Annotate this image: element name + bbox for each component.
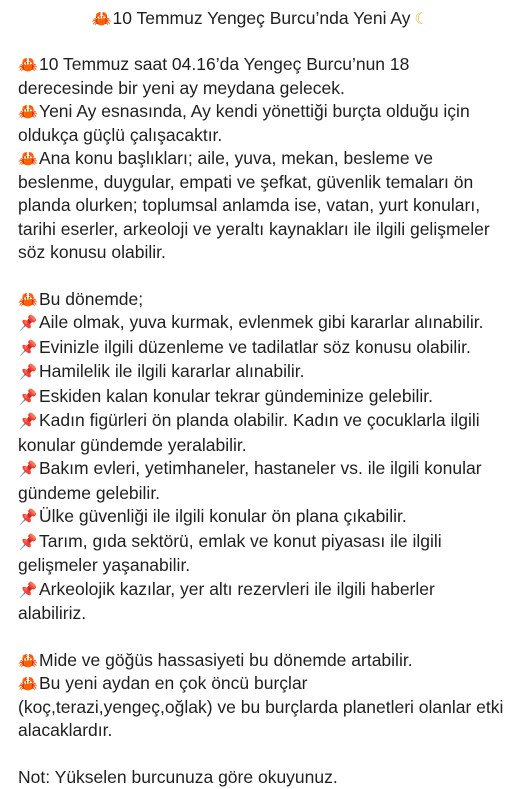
list-item	[18, 578, 506, 626]
pushpin-icon: 📌	[18, 337, 38, 361]
pushpin-icon: 📌	[18, 361, 38, 385]
list-item	[18, 409, 506, 457]
post-title	[18, 6, 506, 31]
intro-text: Ana konu başlıkları; aile, yuva, mekan, besleme ve beslenme, duygular, empati ve şefkat, güvenlik temaları ön planda olurken; toplumsal anlamda ise, vatan, yurt konuları, tarihi eserler, arkeoloji ve yeraltı kaynakları ile ilgili gelişmeler söz konusu olabilir.	[18, 148, 490, 262]
closing-text: Bu yeni aydan en çok öncü burçlar (koç,terazi,yengeç,oğlak) ve bu burçlarda planetleri olanlar etki alacaklardır.	[18, 673, 503, 740]
list-item-text: Ülke güvenliği ile ilgili konular ön plana çıkabilir.	[39, 506, 407, 526]
reading-note: Not: Yükselen burcunuza göre okuyunuz.	[18, 766, 506, 789]
list-item	[18, 336, 506, 361]
period-heading-text: Bu dönemde;	[39, 289, 143, 309]
crab-icon: 🦀	[18, 288, 38, 312]
list-item	[18, 530, 506, 578]
list-item	[18, 457, 506, 505]
list-item-text: Eskiden kalan konular tekrar gündeminize gelebilir.	[39, 386, 433, 406]
crab-icon: 🦀	[18, 53, 38, 77]
pushpin-icon: 📌	[18, 531, 38, 555]
list-item	[18, 505, 506, 530]
pushpin-icon: 📌	[18, 312, 38, 336]
post-title-text: 10 Temmuz Yengeç Burcu’nda Yeni Ay	[112, 8, 410, 28]
crab-icon: 🦀	[18, 147, 38, 171]
intro-paragraph	[18, 147, 506, 265]
intro-text: 10 Temmuz saat 04.16’da Yengeç Burcu’nun 18 derecesinde bir yeni ay meydana gelecek.	[18, 54, 409, 98]
list-item-text: Aile olmak, yuva kurmak, evlenmek gibi kararlar alınabilir.	[39, 312, 483, 332]
intro-paragraph	[18, 100, 506, 147]
crescent-moon-icon: ☾	[412, 7, 432, 31]
list-item	[18, 385, 506, 410]
pushpin-icon: 📌	[18, 506, 38, 530]
list-item-text: Bakım evleri, yetimhaneler, hastaneler vs. ile ilgili konular gündeme gelebilir.	[18, 458, 482, 503]
intro-text: Yeni Ay esnasında, Ay kendi yönettiği burçta olduğu için oldukça güçlü çalışacaktır.	[18, 101, 470, 145]
list-item	[18, 311, 506, 336]
pushpin-icon: 📌	[18, 386, 38, 410]
list-item-text: Evinizle ilgili düzenleme ve tadilatlar söz konusu olabilir.	[39, 337, 471, 357]
pushpin-icon: 📌	[18, 458, 38, 482]
list-item-text: Hamilelik ile ilgili kararlar alınabilir.	[39, 361, 305, 381]
closing-text: Mide ve göğüs hassasiyeti bu dönemde artabilir.	[39, 650, 413, 670]
closing-paragraph	[18, 672, 506, 743]
period-heading	[18, 288, 506, 312]
intro-paragraph	[18, 53, 506, 100]
list-item-text: Tarım, gıda sektörü, emlak ve konut piyasası ile ilgili gelişmeler yaşanabilir.	[18, 531, 442, 576]
pushpin-icon: 📌	[18, 579, 38, 603]
closing-paragraph	[18, 649, 506, 673]
crab-icon: 🦀	[18, 672, 38, 696]
crab-icon: 🦀	[18, 649, 38, 673]
paragraph-spacer	[18, 265, 506, 288]
list-item-text: Kadın figürleri ön planda olabilir. Kadın ve çocuklarla ilgili konular gündemde yeralabilir.	[18, 410, 480, 455]
paragraph-spacer	[18, 743, 506, 766]
list-item	[18, 360, 506, 385]
crab-icon: 🦀	[91, 7, 111, 31]
pushpin-icon: 📌	[18, 410, 38, 434]
paragraph-spacer	[18, 626, 506, 649]
list-item-text: Arkeolojik kazılar, yer altı rezervleri ile ilgili haberler alabiliriz.	[18, 579, 435, 624]
crab-icon: 🦀	[18, 100, 38, 124]
